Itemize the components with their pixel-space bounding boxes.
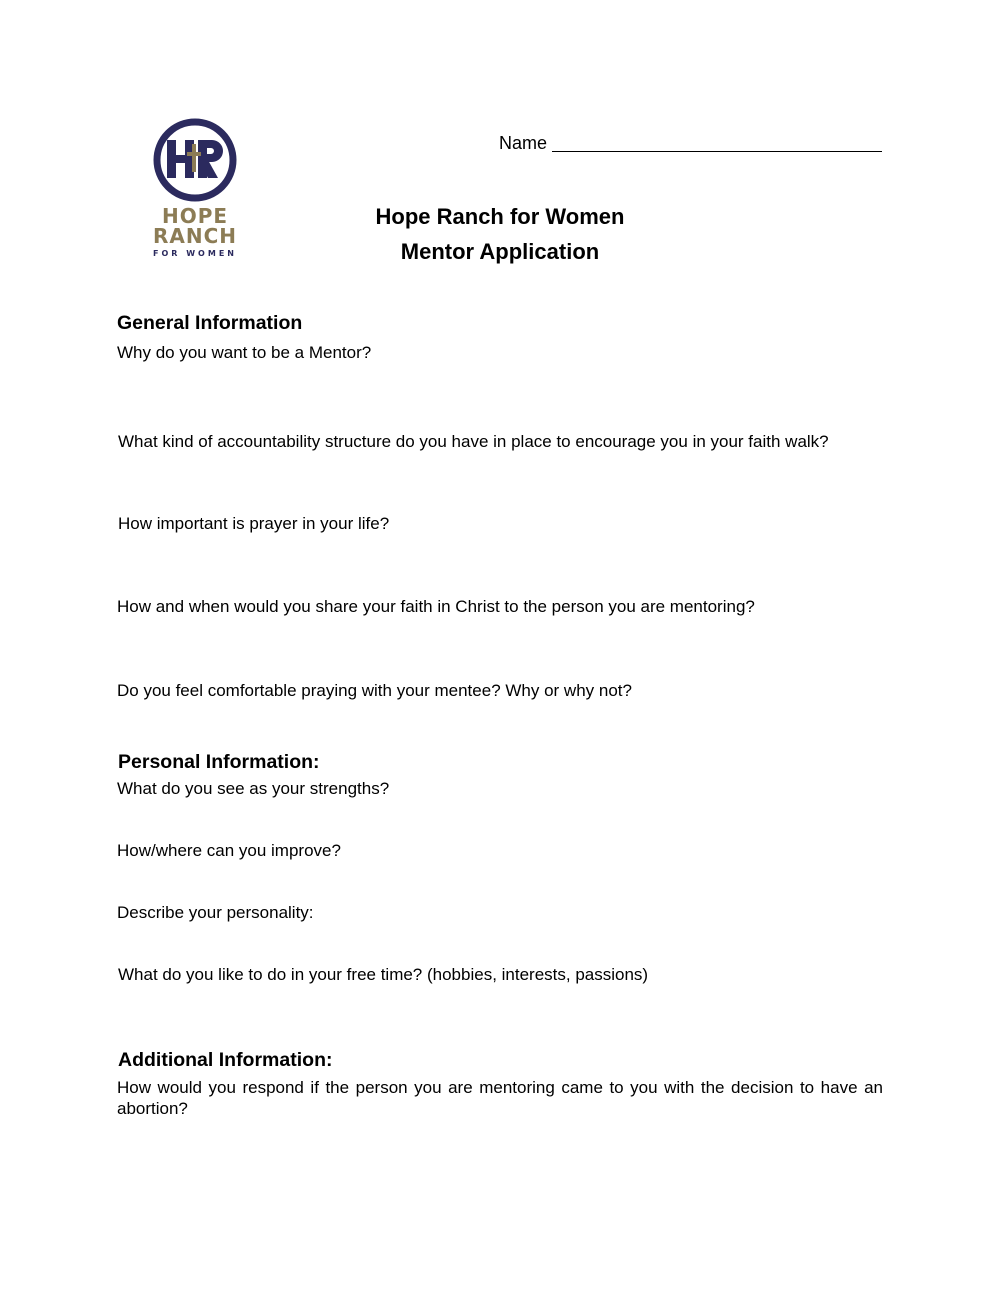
question-abortion-response: How would you respond if the person you are mentoring came to you with the decision to have an abortion? (117, 1078, 883, 1118)
question-accountability: What kind of accountability structure do you have in place to encourage you in your faith walk? (118, 432, 829, 451)
name-field-line[interactable] (552, 151, 882, 152)
question-personality: Describe your personality: (117, 903, 314, 922)
document-title: Hope Ranch for Women (375, 204, 625, 229)
document-subtitle: Mentor Application (400, 239, 600, 264)
heading-additional-information: Additional Information: (118, 1049, 333, 1071)
logo-for-women-text: FOR WOMEN (153, 249, 237, 258)
hope-ranch-logo (138, 118, 254, 260)
question-prayer-importance: How important is prayer in your life? (118, 514, 390, 533)
logo-ranch-text: RANCH (152, 224, 238, 248)
name-label: Name (499, 133, 548, 153)
question-strengths: What do you see as your strengths? (117, 779, 390, 798)
question-improve: How/where can you improve? (117, 841, 341, 860)
heading-general-information: General Information (117, 312, 303, 334)
heading-personal-information: Personal Information: (118, 751, 320, 773)
question-praying-with-mentee: Do you feel comfortable praying with your mentee? Why or why not? (117, 681, 632, 700)
logo-hope-text: HOPE (161, 204, 229, 228)
question-free-time: What do you like to do in your free time? (hobbies, interests, passions) (118, 965, 649, 984)
question-share-faith: How and when would you share your faith in Christ to the person you are mentoring? (117, 597, 755, 616)
question-why-mentor: Why do you want to be a Mentor? (117, 343, 372, 362)
